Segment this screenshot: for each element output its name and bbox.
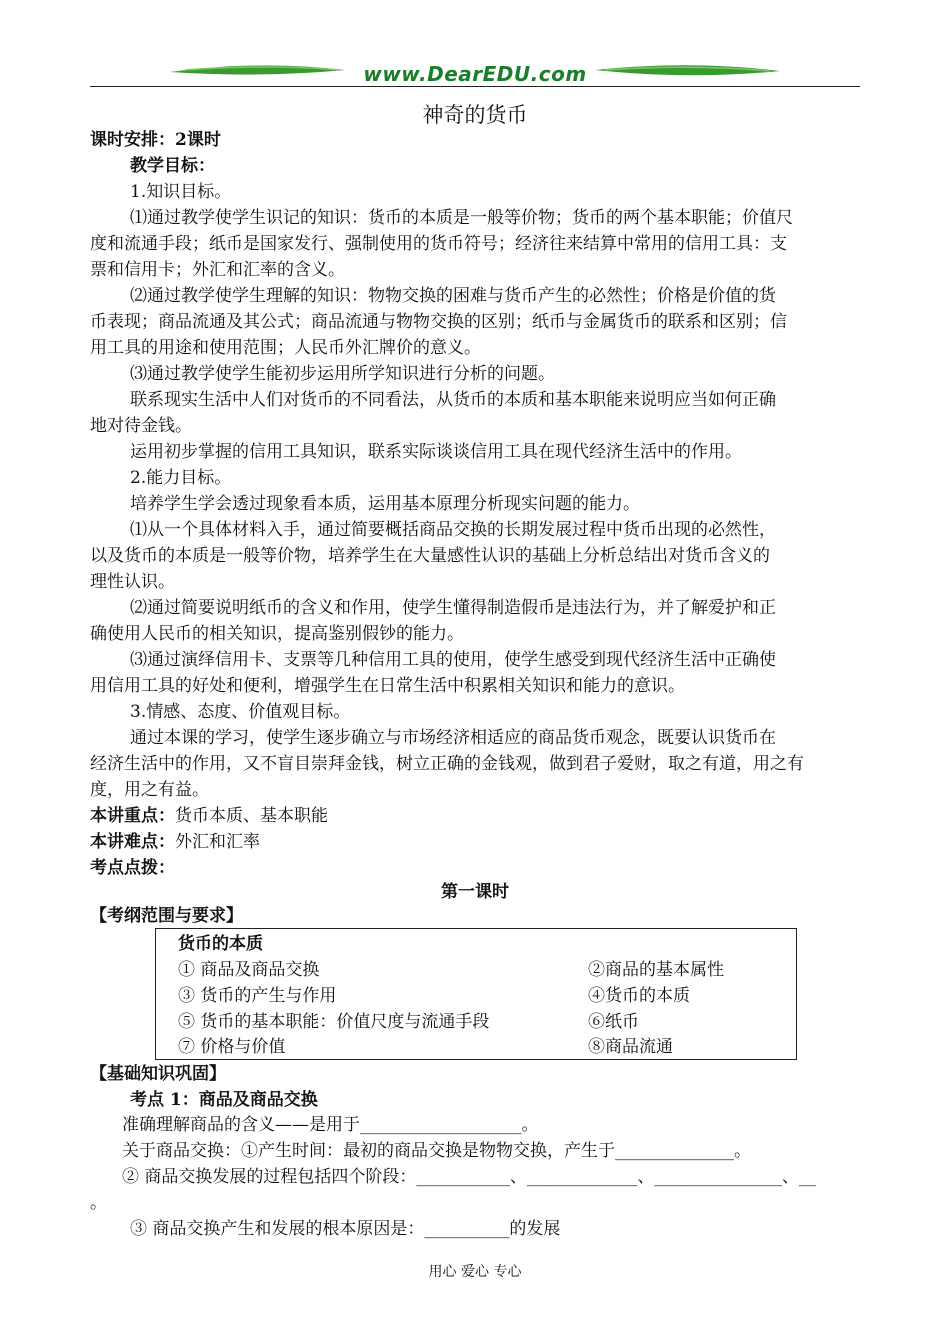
exercise-line: 。	[90, 1193, 107, 1213]
body-line: 用工具的用途和使用范围；人民币外汇牌价的意义。	[90, 338, 481, 358]
body-line: 度和流通手段；纸币是国家发行、强制使用的货币符号；经济往来结算中常用的信用工具：支	[90, 234, 787, 254]
body-line: ⑵通过教学使学生理解的知识：物物交换的困难与货币产生的必然性；价格是价值的货	[130, 286, 776, 306]
page-title: 神奇的货币	[422, 103, 528, 127]
point1-title: 考点 1：商品及商品交换	[130, 1090, 318, 1110]
body-line: 地对待金钱。	[90, 416, 192, 436]
syllabus-item: ⑥纸币	[588, 1012, 639, 1032]
body-line: 2.能力目标。	[130, 468, 232, 488]
body-line: ⑶通过教学使学生能初步运用所学知识进行分析的问题。	[130, 364, 555, 384]
objectives-heading: 教学目标：	[130, 156, 215, 176]
body-line: 用信用工具的好处和便利，增强学生在日常生活中积累相关知识和能力的意识。	[90, 676, 685, 696]
body-line: ⑶通过演绎信用卡、支票等几种信用工具的使用，使学生感受到现代经济生活中正确使	[130, 650, 776, 670]
body-line: 联系现实生活中人们对货币的不同看法，从货币的本质和基本职能来说明应当如何正确	[130, 390, 776, 410]
exercise-line: 准确理解商品的含义——是用于___________________。	[122, 1115, 539, 1135]
page-footer: 用心 爱心 专心	[428, 1264, 522, 1280]
body-line: 理性认识。	[90, 572, 175, 592]
body-line: ⑴从一个具体材料入手，通过简要概括商品交换的长期发展过程中货币出现的必然性，	[130, 520, 776, 540]
body-line: ⑵通过简要说明纸币的含义和作用，使学生懂得制造假币是违法行为，并了解爱护和正	[130, 598, 776, 618]
header-divider	[90, 86, 860, 87]
syllabus-item: ① 商品及商品交换	[178, 960, 320, 980]
syllabus-heading: 【考纲范围与要求】	[90, 906, 243, 926]
body-line: 3.情感、态度、价值观目标。	[130, 702, 351, 722]
exercise-line: 关于商品交换：①产生时间：最初的商品交换是物物交换，产生于______________。	[122, 1141, 751, 1161]
body-line: 经济生活中的作用，又不盲目崇拜金钱，树立正确的金钱观，做到君子爱财，取之有道，用之有	[90, 754, 804, 774]
schedule-line: 课时安排：2课时	[90, 130, 221, 150]
basics-heading: 【基础知识巩固】	[90, 1064, 226, 1084]
body-line: ⑴通过教学使学生识记的知识：货币的本质是一般等价物；货币的两个基本职能；价值尺	[130, 208, 793, 228]
body-line: 培养学生学会透过现象看本质，运用基本原理分析现实问题的能力。	[130, 494, 640, 514]
body-line: 确使用人民币的相关知识，提高鉴别假钞的能力。	[90, 624, 464, 644]
syllabus-item: ②商品的基本属性	[588, 960, 724, 980]
lesson-title: 第一课时	[441, 882, 509, 902]
syllabus-box-title: 货币的本质	[178, 934, 263, 954]
syllabus-item: ④货币的本质	[588, 986, 690, 1006]
body-line: 运用初步掌握的信用工具知识，联系实际谈谈信用工具在现代经济生活中的作用。	[130, 442, 742, 462]
difficulty-text: 外汇和汇率	[175, 832, 260, 852]
exercise-line: ② 商品交换发展的过程包括四个阶段：___________、_____________、_______________、__	[122, 1167, 816, 1187]
syllabus-item: ⑧商品流通	[588, 1037, 673, 1057]
body-line: 以及货币的本质是一般等价物，培养学生在大量感性认识的基础上分析总结出对货币含义的	[90, 546, 770, 566]
site-logo: www.DearEDU.com	[363, 62, 587, 86]
key-point-line	[90, 803, 860, 829]
body-line: 度，用之有益。	[90, 780, 209, 800]
syllabus-box	[155, 928, 797, 1060]
syllabus-item: ⑤ 货币的基本职能：价值尺度与流通手段	[178, 1012, 490, 1032]
body-line: 通过本课的学习，使学生逐步确立与市场经济相适应的商品货币观念，既要认识货币在	[130, 728, 776, 748]
difficulty-line	[90, 829, 860, 855]
body-line: 币表现；商品流通及其公式；商品流通与物物交换的区别；纸币与金属货币的联系和区别；信	[90, 312, 787, 332]
exercise-line: ③ 商品交换产生和发展的根本原因是：__________的发展	[130, 1219, 561, 1239]
difficulty-label: 本讲难点：	[90, 832, 175, 852]
body-line: 票和信用卡；外汇和汇率的含义。	[90, 260, 345, 280]
syllabus-item: ③ 货币的产生与作用	[178, 986, 337, 1006]
body-line: 1.知识目标。	[130, 182, 232, 202]
key-point-label: 本讲重点：	[90, 806, 175, 826]
exam-points-heading: 考点点拨：	[90, 858, 175, 878]
key-point-text: 货币本质、基本职能	[175, 806, 328, 826]
syllabus-item: ⑦ 价格与价值	[178, 1037, 286, 1057]
